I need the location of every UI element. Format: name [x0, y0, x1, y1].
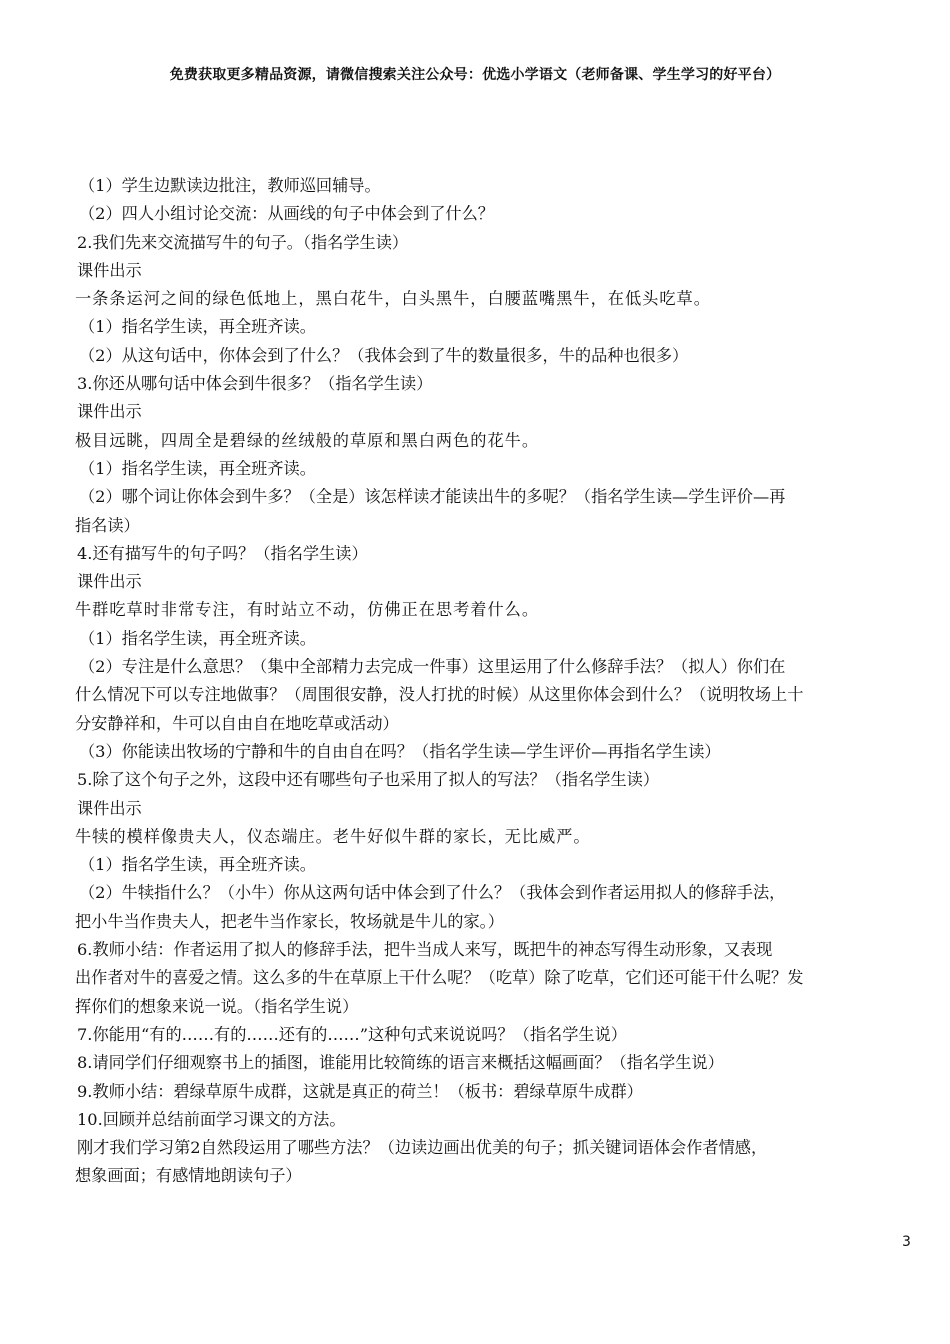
text-line: 指名读） — [75, 515, 140, 535]
text-line: （1）指名学生读，再全班齐读。 — [79, 317, 316, 337]
text-line: （3）你能读出牧场的宁静和牛的自由自在吗？（指名学生读—学生评价—再指名学生读） — [79, 741, 721, 761]
text-line: 7.你能用“有的……有的……还有的……”这种句式来说说吗？（指名学生说） — [77, 1024, 627, 1044]
text-line: （1）指名学生读，再全班齐读。 — [79, 458, 316, 478]
text-line: 课件出示 — [77, 798, 142, 818]
text-line: （1）指名学生读，再全班齐读。 — [79, 855, 316, 875]
text-line: （2）哪个词让你体会到牛多？（全是）该怎样读才能读出牛的多呢？（指名学生读—学生评价—再 — [79, 487, 786, 507]
text-line: （2）专注是什么意思？（集中全部精力去完成一件事）这里运用了什么修辞手法？（拟人）你们在 — [79, 657, 786, 677]
text-line: 想象画面；有感情地朗读句子） — [75, 1166, 302, 1186]
text-line: （1）指名学生读，再全班齐读。 — [79, 628, 316, 648]
text-line: 什么情况下可以专注地做事？（周围很安静，没人打扰的时候）从这里你体会到什么？（说明牧场上十 — [75, 685, 804, 705]
text-line: 4.还有描写牛的句子吗？（指名学生读） — [77, 543, 368, 563]
text-line: 挥你们的想象来说一说。（指名学生说） — [75, 996, 359, 1016]
quoted-sentence: 牛群吃草时非常专注，有时站立不动，仿佛正在思考着什么。 — [75, 600, 540, 620]
text-line: 刚才我们学习第2自然段运用了哪些方法？（边读边画出优美的句子；抓关键词语体会作者情感， — [77, 1138, 768, 1158]
page-number: 3 — [902, 1234, 911, 1250]
text-line: 3.你还从哪句话中体会到牛很多？（指名学生读） — [77, 374, 433, 394]
text-line: （1）学生边默读边批注，教师巡回辅导。 — [79, 176, 381, 195]
quoted-sentence: 牛犊的模样像贵夫人，仪态端庄。老牛好似牛群的家长，无比威严。 — [75, 826, 591, 846]
text-line: （2）牛犊指什么？（小牛）你从这两句话中体会到了什么？（我体会到作者运用拟人的修辞手法， — [79, 883, 786, 903]
quoted-sentence: 一条条运河之间的绿色低地上，黑白花牛，白头黑牛，白腰蓝嘴黑牛，在低头吃草。 — [75, 289, 711, 309]
text-line: 6.教师小结：作者运用了拟人的修辞手法，把牛当成人来写，既把牛的神态写得生动形象，又表现 — [77, 940, 773, 960]
text-line: 出作者对牛的喜爱之情。这么多的牛在草原上干什么呢？（吃草）除了吃草，它们还可能干什么呢？发 — [75, 968, 804, 988]
text-line: 课件出示 — [77, 572, 142, 592]
document-body — [75, 172, 905, 1191]
text-line: 2.我们先来交流描写牛的句子。（指名学生读） — [77, 232, 409, 252]
page-header: 免费获取更多精品资源，请微信搜索关注公众号：优选小学语文（老师备课、学生学习的好平台） — [169, 67, 781, 83]
text-line: 把小牛当作贵夫人，把老牛当作家长，牧场就是牛儿的家。） — [75, 911, 504, 931]
text-line: 5.除了这个句子之外，这段中还有哪些句子也采用了拟人的写法？（指名学生读） — [77, 770, 660, 790]
text-line: 分安静祥和，牛可以自由自在地吃草或活动） — [75, 713, 399, 733]
text-line: 8.请同学们仔细观察书上的插图，谁能用比较简练的语言来概括这幅画面？（指名学生说） — [77, 1053, 724, 1073]
text-line: 课件出示 — [77, 402, 142, 422]
text-line: （2）从这句话中，你体会到了什么？（我体会到了牛的数量很多，牛的品种也很多） — [79, 345, 689, 365]
text-line: 课件出示 — [77, 260, 142, 280]
text-line: 9.教师小结：碧绿草原牛成群，这就是真正的荷兰！（板书：碧绿草原牛成群） — [77, 1081, 643, 1101]
text-line: 10.回顾并总结前面学习课文的方法。 — [77, 1109, 346, 1129]
text-line: （2）四人小组讨论交流：从画线的句子中体会到了什么？ — [79, 204, 494, 224]
quoted-sentence: 极目远眺，四周全是碧绿的丝绒般的草原和黑白两色的花牛。 — [75, 430, 540, 450]
